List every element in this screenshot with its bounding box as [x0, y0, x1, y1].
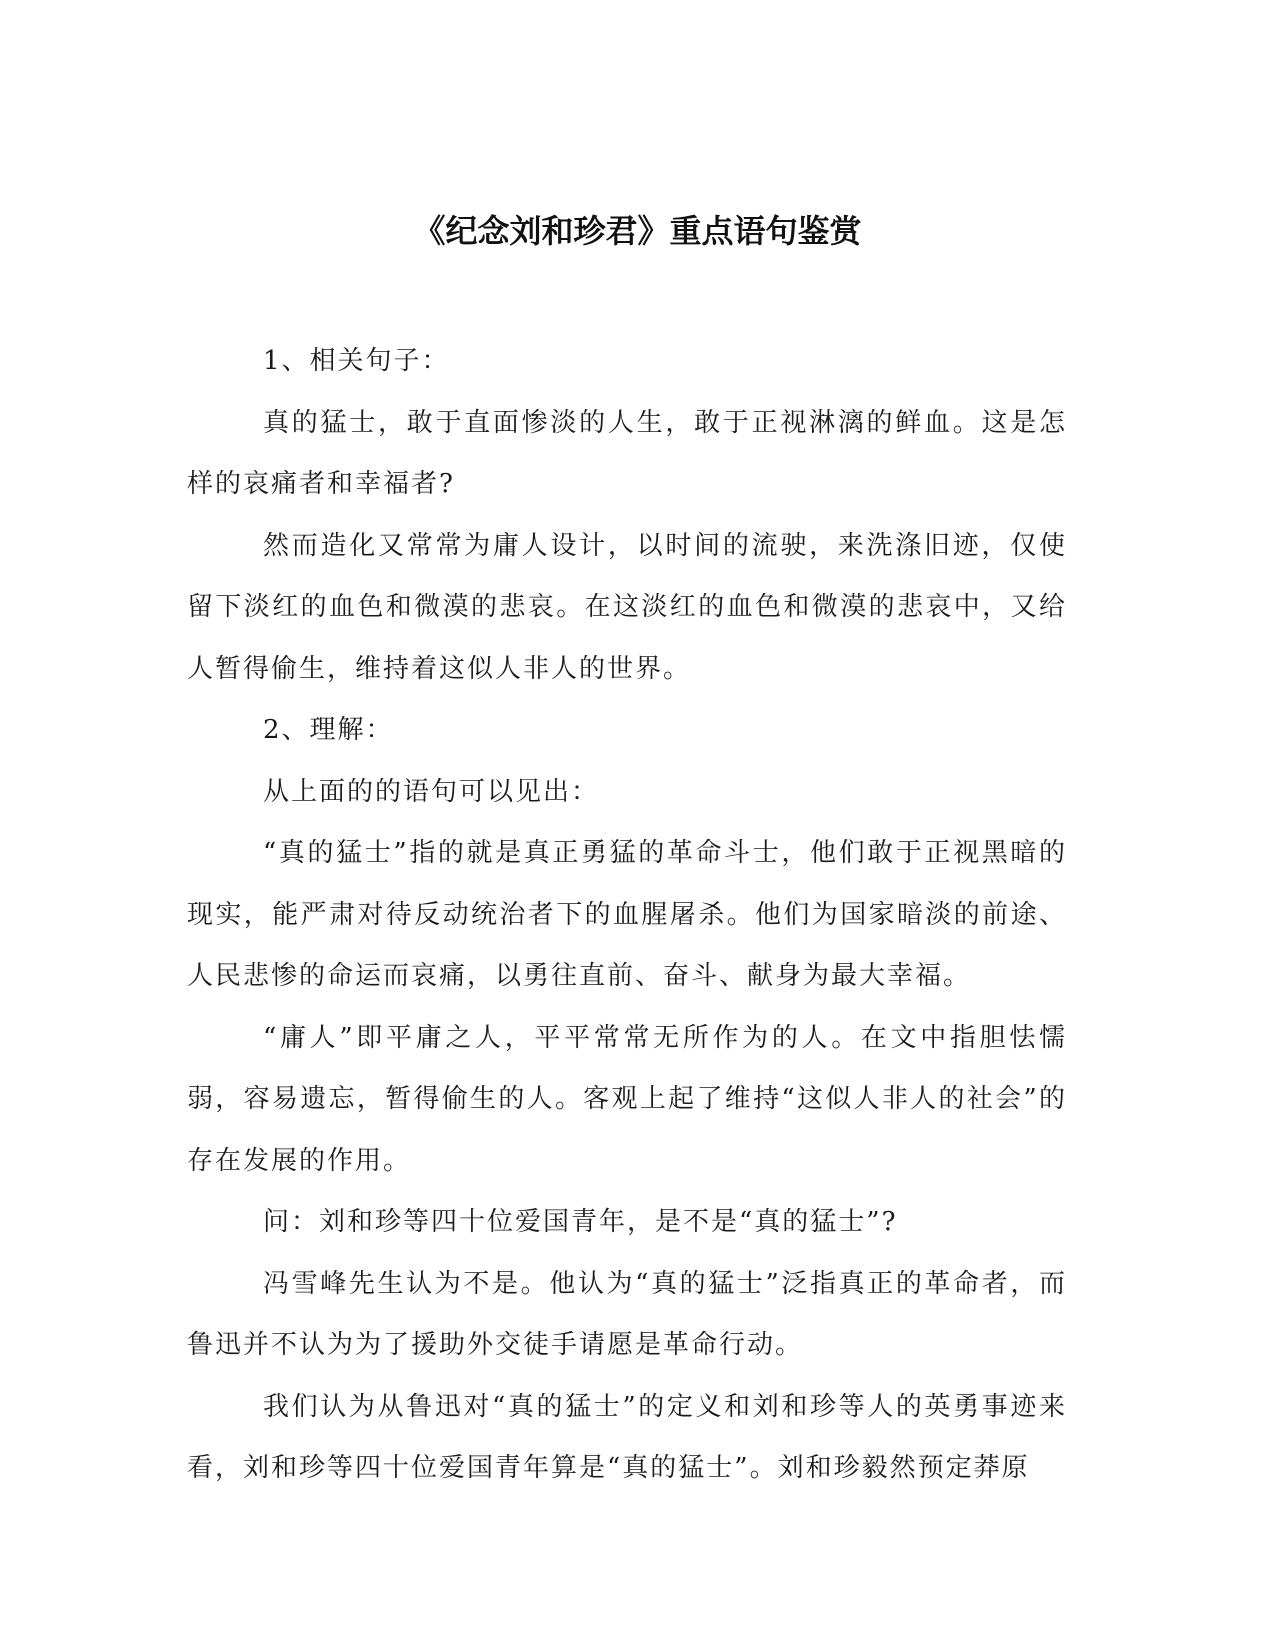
paragraph-section-heading-2: 2、理解：	[263, 715, 394, 745]
paragraph-section-heading-1: 1、相关句子：	[263, 346, 450, 376]
paragraph-quote-mediocre: 然而造化又常常为庸人设计，以时间的流驶，来洗涤旧迹，仅使留下淡红的血色和微漠的悲哀。在这淡红的血色和微漠的悲哀中，又给人暂得偷生，维持着这似人非人的世界。	[187, 530, 1067, 684]
paragraph-mediocre-meaning: “庸人”即平庸之人，平平常常无所作为的人。在文中指胆怯懦弱，容易遗忘，暂得偷生的人。客观上起了维持“这似人非人的社会”的存在发展的作用。	[187, 1022, 1067, 1176]
document-body	[187, 331, 1067, 1500]
paragraph-question: 问：刘和珍等四十位爱国青年，是不是“真的猛士”?	[263, 1207, 898, 1237]
document-title: 《纪念刘和珍君》重点语句鉴赏	[413, 212, 862, 250]
paragraph-intro: 从上面的的语句可以见出：	[263, 776, 600, 807]
paragraph-feng-view: 冯雪峰先生认为不是。他认为“真的猛士”泛指真正的革命者，而鲁迅并不认为为了援助外交徒手请愿是革命行动。	[187, 1268, 1067, 1360]
paragraph-our-view: 我们认为从鲁迅对“真的猛士”的定义和刘和珍等人的英勇事迹来看，刘和珍等四十位爱国青年算是“真的猛士”。刘和珍毅然预定莽原	[187, 1391, 1067, 1483]
paragraph-warrior-meaning: “真的猛士”指的就是真正勇猛的革命斗士，他们敢于正视黑暗的现实，能严肃对待反动统治者下的血腥屠杀。他们为国家暗淡的前途、人民悲惨的命运而哀痛，以勇往直前、奋斗、献身为最大幸福。	[187, 838, 1067, 991]
paragraph-quote-warrior: 真的猛士，敢于直面惨淡的人生，敢于正视淋漓的鲜血。这是怎样的哀痛者和幸福者?	[187, 407, 1067, 499]
